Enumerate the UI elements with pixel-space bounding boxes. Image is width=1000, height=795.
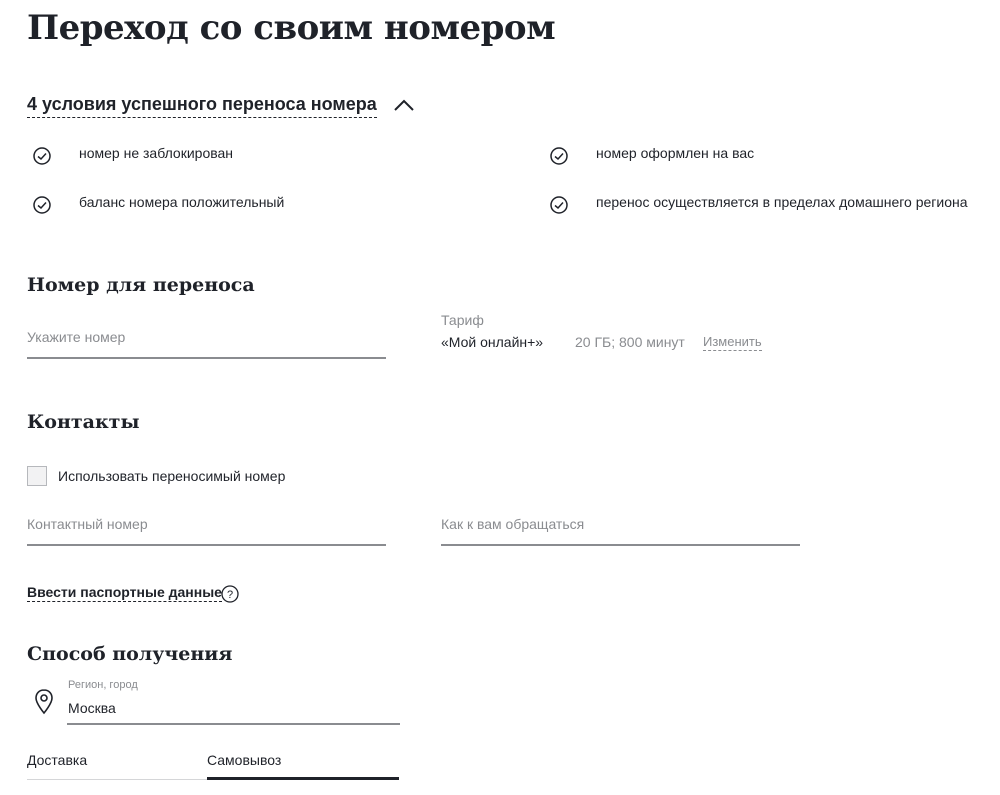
chevron-up-icon <box>393 98 415 112</box>
tab-delivery[interactable]: Доставка <box>27 752 88 768</box>
check-circle-icon <box>33 196 51 214</box>
contacts-section-title: Контакты <box>27 411 140 433</box>
check-circle-icon <box>33 147 51 165</box>
help-icon[interactable] <box>221 585 239 603</box>
page-title: Переход со своим номером <box>27 8 556 48</box>
condition-item <box>33 143 233 165</box>
condition-item <box>33 192 284 214</box>
use-transfer-number-label: Использовать переносимый номер <box>58 468 286 484</box>
condition-item <box>550 192 968 214</box>
use-transfer-number-checkbox[interactable] <box>27 466 47 486</box>
passport-data-link[interactable]: Ввести паспортные данные <box>27 584 222 600</box>
check-circle-icon <box>550 196 568 214</box>
condition-text: номер оформлен на вас <box>596 145 755 161</box>
change-tariff-link[interactable]: Изменить <box>703 334 762 349</box>
condition-text: перенос осуществляется в пределах домашнего региона <box>596 194 968 210</box>
number-section-title: Номер для переноса <box>27 274 255 296</box>
tariff-label: Тариф <box>441 312 484 328</box>
conditions-toggle[interactable] <box>27 92 415 118</box>
svg-text:?: ? <box>226 589 234 601</box>
condition-text: баланс номера положительный <box>79 194 285 210</box>
contact-name-input[interactable] <box>441 512 800 546</box>
check-circle-icon <box>550 147 568 165</box>
condition-item <box>550 143 754 165</box>
location-pin-icon <box>34 688 54 716</box>
delivery-section-title: Способ получения <box>27 643 233 665</box>
tab-pickup[interactable]: Самовывоз <box>207 752 399 780</box>
region-label: Регион, город <box>68 679 138 691</box>
contact-number-input[interactable] <box>27 512 386 546</box>
tariff-details: 20 ГБ; 800 минут <box>575 334 685 350</box>
tariff-name: «Мой онлайн+» <box>441 334 544 350</box>
condition-text: номер не заблокирован <box>79 145 234 161</box>
transfer-number-input[interactable] <box>27 325 386 359</box>
conditions-toggle-label: 4 условия успешного переноса номера <box>27 92 377 118</box>
region-field[interactable] <box>67 677 400 725</box>
region-value: Москва <box>68 700 116 716</box>
